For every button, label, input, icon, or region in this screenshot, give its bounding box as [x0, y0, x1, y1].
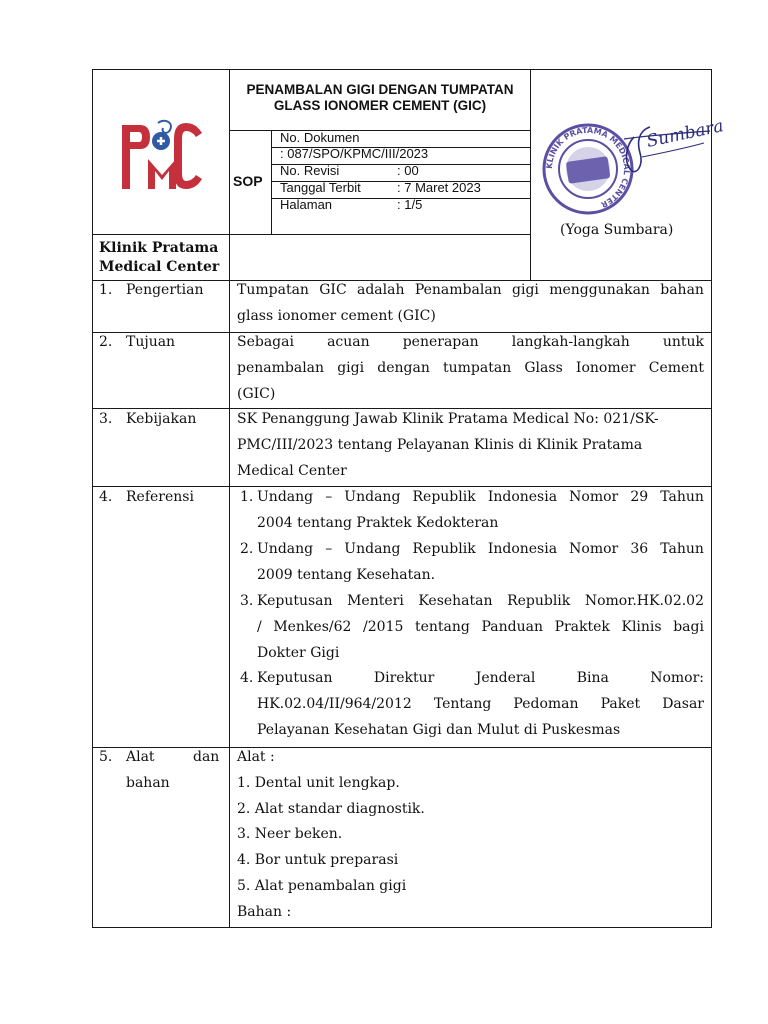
section-number: 1. [99, 282, 113, 298]
reference-number: 4. [240, 670, 254, 686]
alat-item: 5. Alat penambalan gigi [237, 878, 407, 894]
kebijakan-line1: SK Penanggung Jawab Klinik Pratama Medical No: 021/SK- [237, 411, 659, 427]
reference-4-line3: Pelayanan Kesehatan Gigi dan Mulut di Puskesmas [257, 722, 621, 738]
reference-number: 3. [240, 593, 254, 609]
page-value: : 1/5 [397, 197, 423, 212]
reference-3-line2: / Menkes/62 /2015 tentang Panduan Praktek Klinis bagi [257, 619, 704, 635]
alat-item: 4. Bor untuk preparasi [237, 852, 399, 868]
reference-number: 1. [240, 489, 254, 505]
tujuan-line3: (GIC) [237, 386, 276, 402]
reference-2-line1: Undang – Undang Republik Indonesia Nomor 36 Tahun [257, 541, 704, 557]
section-number: 4. [99, 489, 113, 505]
signer-name: (Yoga Sumbara) [560, 222, 674, 238]
sop-label: SOP [233, 173, 263, 189]
bahan-heading: Bahan : [237, 904, 292, 920]
pengertian-line1: Tumpatan GIC adalah Penambalan gigi menggunakan bahan [237, 282, 704, 298]
reference-4-line1: Keputusan Direktur Jenderal Bina Nomor: [257, 670, 704, 686]
clinic-name: Klinik Pratama Medical Center [99, 240, 220, 275]
section-number: 3. [99, 411, 113, 427]
revision-value: : 00 [397, 163, 419, 178]
issue-date-value: : 7 Maret 2023 [397, 180, 481, 195]
signature [612, 109, 726, 199]
svg-text:Sumbara: Sumbara [644, 116, 726, 152]
reference-1-line1: Undang – Undang Republik Indonesia Nomor 29 Tahun [257, 489, 704, 505]
section-number: 5. [99, 749, 113, 765]
doc-number-label: No. Dokumen [280, 130, 360, 145]
kebijakan-line3: Medical Center [237, 463, 347, 479]
issue-date-label: Tanggal Terbit [280, 180, 361, 195]
section-label-tujuan: Tujuan [126, 334, 176, 350]
clinic-logo [118, 119, 206, 195]
section-label-kebijakan: Kebijakan [126, 411, 197, 427]
tujuan-line1: Sebagai acuan penerapan langkah-langkah untuk [237, 334, 704, 350]
doc-number-value: : 087/SPO/KPMC/III/2023 [280, 146, 429, 161]
reference-3-line3: Dokter Gigi [257, 645, 340, 661]
sop-table [92, 69, 726, 928]
revision-label: No. Revisi [280, 163, 340, 178]
reference-4-line2: HK.02.04/II/964/2012 Tentang Pedoman Paket Dasar [257, 696, 704, 712]
reference-2-line2: 2009 tentang Kesehatan. [257, 567, 436, 583]
reference-3-line1: Keputusan Menteri Kesehatan Republik Nomor.HK.02.02 [257, 593, 704, 609]
reference-1-line2: 2004 tentang Praktek Kedokteran [257, 515, 499, 531]
tujuan-line2: penambalan gigi dengan tumpatan Glass Ionomer Cement [237, 360, 704, 376]
alat-item: 1. Dental unit lengkap. [237, 775, 400, 791]
reference-number: 2. [240, 541, 254, 557]
section-label-alat: Alat [126, 749, 155, 765]
section-label-dan: dan [193, 749, 220, 765]
section-label-pengertian: Pengertian [126, 282, 204, 298]
section-number: 2. [99, 334, 113, 350]
kebijakan-line2: PMC/III/2023 tentang Pelayanan Klinis di Klinik Pratama [237, 437, 643, 453]
document-title: PENAMBALAN GIGI DENGAN TUMPATAN GLASS IONOMER CEMENT (GIC) [246, 82, 514, 113]
section-label-referensi: Referensi [126, 489, 194, 505]
pengertian-line2: glass ionomer cement (GIC) [237, 308, 436, 324]
alat-item: 3. Neer beken. [237, 826, 343, 842]
alat-heading: Alat : [237, 749, 275, 765]
alat-item: 2. Alat standar diagnostik. [237, 801, 425, 817]
section-label-bahan: bahan [126, 775, 170, 791]
svg-text:KLINIK PRATAMA MEDICAL CENTER: KLINIK PRATAMA MEDICAL CENTER [544, 125, 632, 210]
page-label: Halaman [280, 197, 333, 212]
